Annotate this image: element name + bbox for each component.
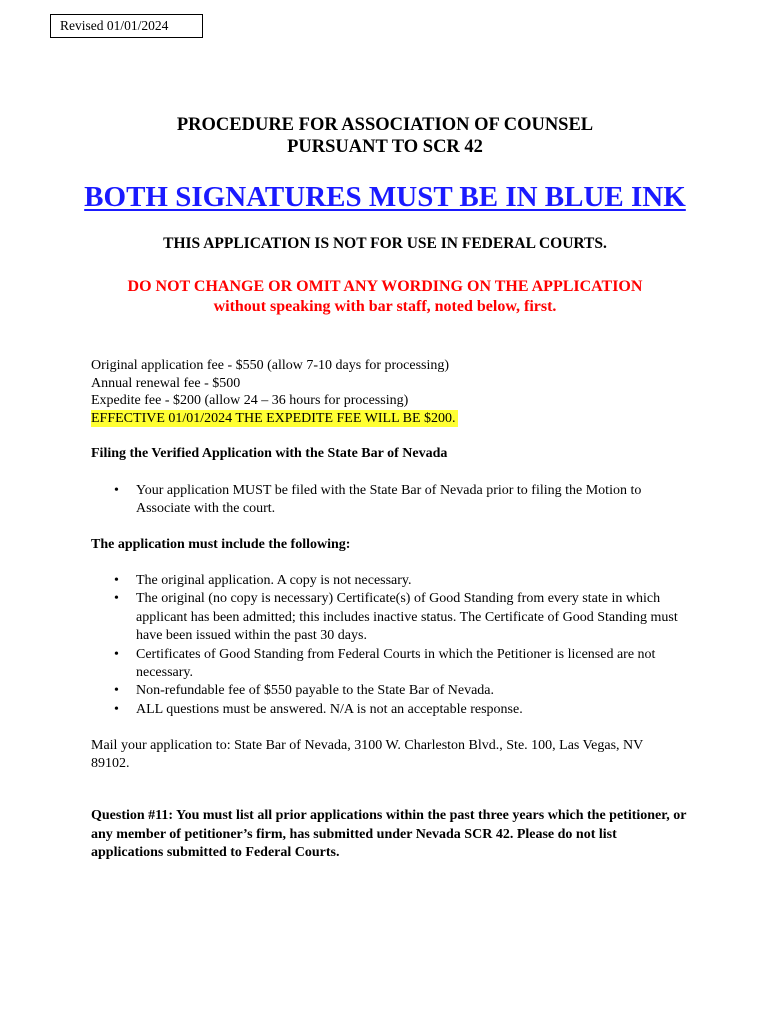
fee-expedite: Expedite fee - $200 (allow 24 – 36 hours for processing)	[91, 393, 409, 409]
list-item-text: Your application MUST be filed with the State Bar of Nevada prior to filing the Motion to Associate with the court.	[136, 483, 642, 517]
requirements-heading: The application must include the following:	[91, 537, 351, 552]
document-title-line-2: PURSUANT TO SCR 42	[287, 137, 483, 157]
revised-date-box: Revised 01/01/2024	[50, 14, 203, 38]
fee-original: Original application fee - $550 (allow 7-10 days for processing)	[91, 358, 450, 373]
bullet-icon: •	[114, 591, 119, 607]
fee-effective-notice: EFFECTIVE 01/01/2024 THE EXPEDITE FEE WILL BE $200.	[91, 410, 456, 426]
requirements-bullet-list	[110, 572, 680, 719]
wording-notice-line-2: without speaking with bar staff, noted below, first.	[213, 298, 557, 315]
list-item	[110, 590, 680, 645]
bullet-icon: •	[114, 483, 119, 498]
bullet-icon: •	[114, 646, 119, 662]
list-item	[110, 682, 680, 700]
fee-list	[91, 357, 458, 427]
bullet-icon: •	[114, 573, 119, 588]
wording-notice-line-1: DO NOT CHANGE OR OMIT ANY WORDING ON THE APPLICATION	[127, 278, 643, 295]
bullet-icon: •	[114, 683, 119, 699]
list-item-text: Non-refundable fee of $550 payable to the State Bar of Nevada.	[136, 683, 495, 699]
federal-courts-notice: THIS APPLICATION IS NOT FOR USE IN FEDERAL COURTS.	[163, 235, 607, 252]
bullet-icon: •	[114, 701, 119, 717]
list-item	[110, 572, 680, 590]
list-item-text: Certificates of Good Standing from Federal Courts in which the Petitioner is licensed are not necessary.	[136, 646, 656, 681]
filing-bullet-list	[110, 482, 680, 519]
document-title-line-1: PROCEDURE FOR ASSOCIATION OF COUNSEL	[176, 115, 594, 135]
list-item	[110, 482, 680, 519]
list-item	[110, 646, 680, 683]
mail-instructions: Mail your application to: State Bar of Nevada, 3100 W. Charleston Blvd., Ste. 100, Las Vegas, NV 89102.	[91, 738, 644, 772]
question-11-note: Question #11: You must list all prior applications within the past three years which the petitioner, or any member of petitioner’s firm, has submitted under Nevada SCR 42. Please do not list applications submitted to Federal Courts.	[91, 808, 687, 861]
list-item-text: The original (no copy is necessary) Certificate(s) of Good Standing from every state in which applicant has been admitted; this includes inactive status. The Certificate of Good Standing must have been issued within the past 30 days.	[136, 591, 678, 644]
blue-ink-notice: BOTH SIGNATURES MUST BE IN BLUE INK	[84, 181, 686, 213]
list-item-text: ALL questions must be answered. N/A is not an acceptable response.	[136, 701, 523, 717]
list-item	[110, 701, 680, 719]
filing-heading: Filing the Verified Application with the State Bar of Nevada	[91, 446, 448, 461]
fee-renewal: Annual renewal fee - $500	[91, 375, 241, 391]
list-item-text: The original application. A copy is not necessary.	[136, 573, 412, 588]
